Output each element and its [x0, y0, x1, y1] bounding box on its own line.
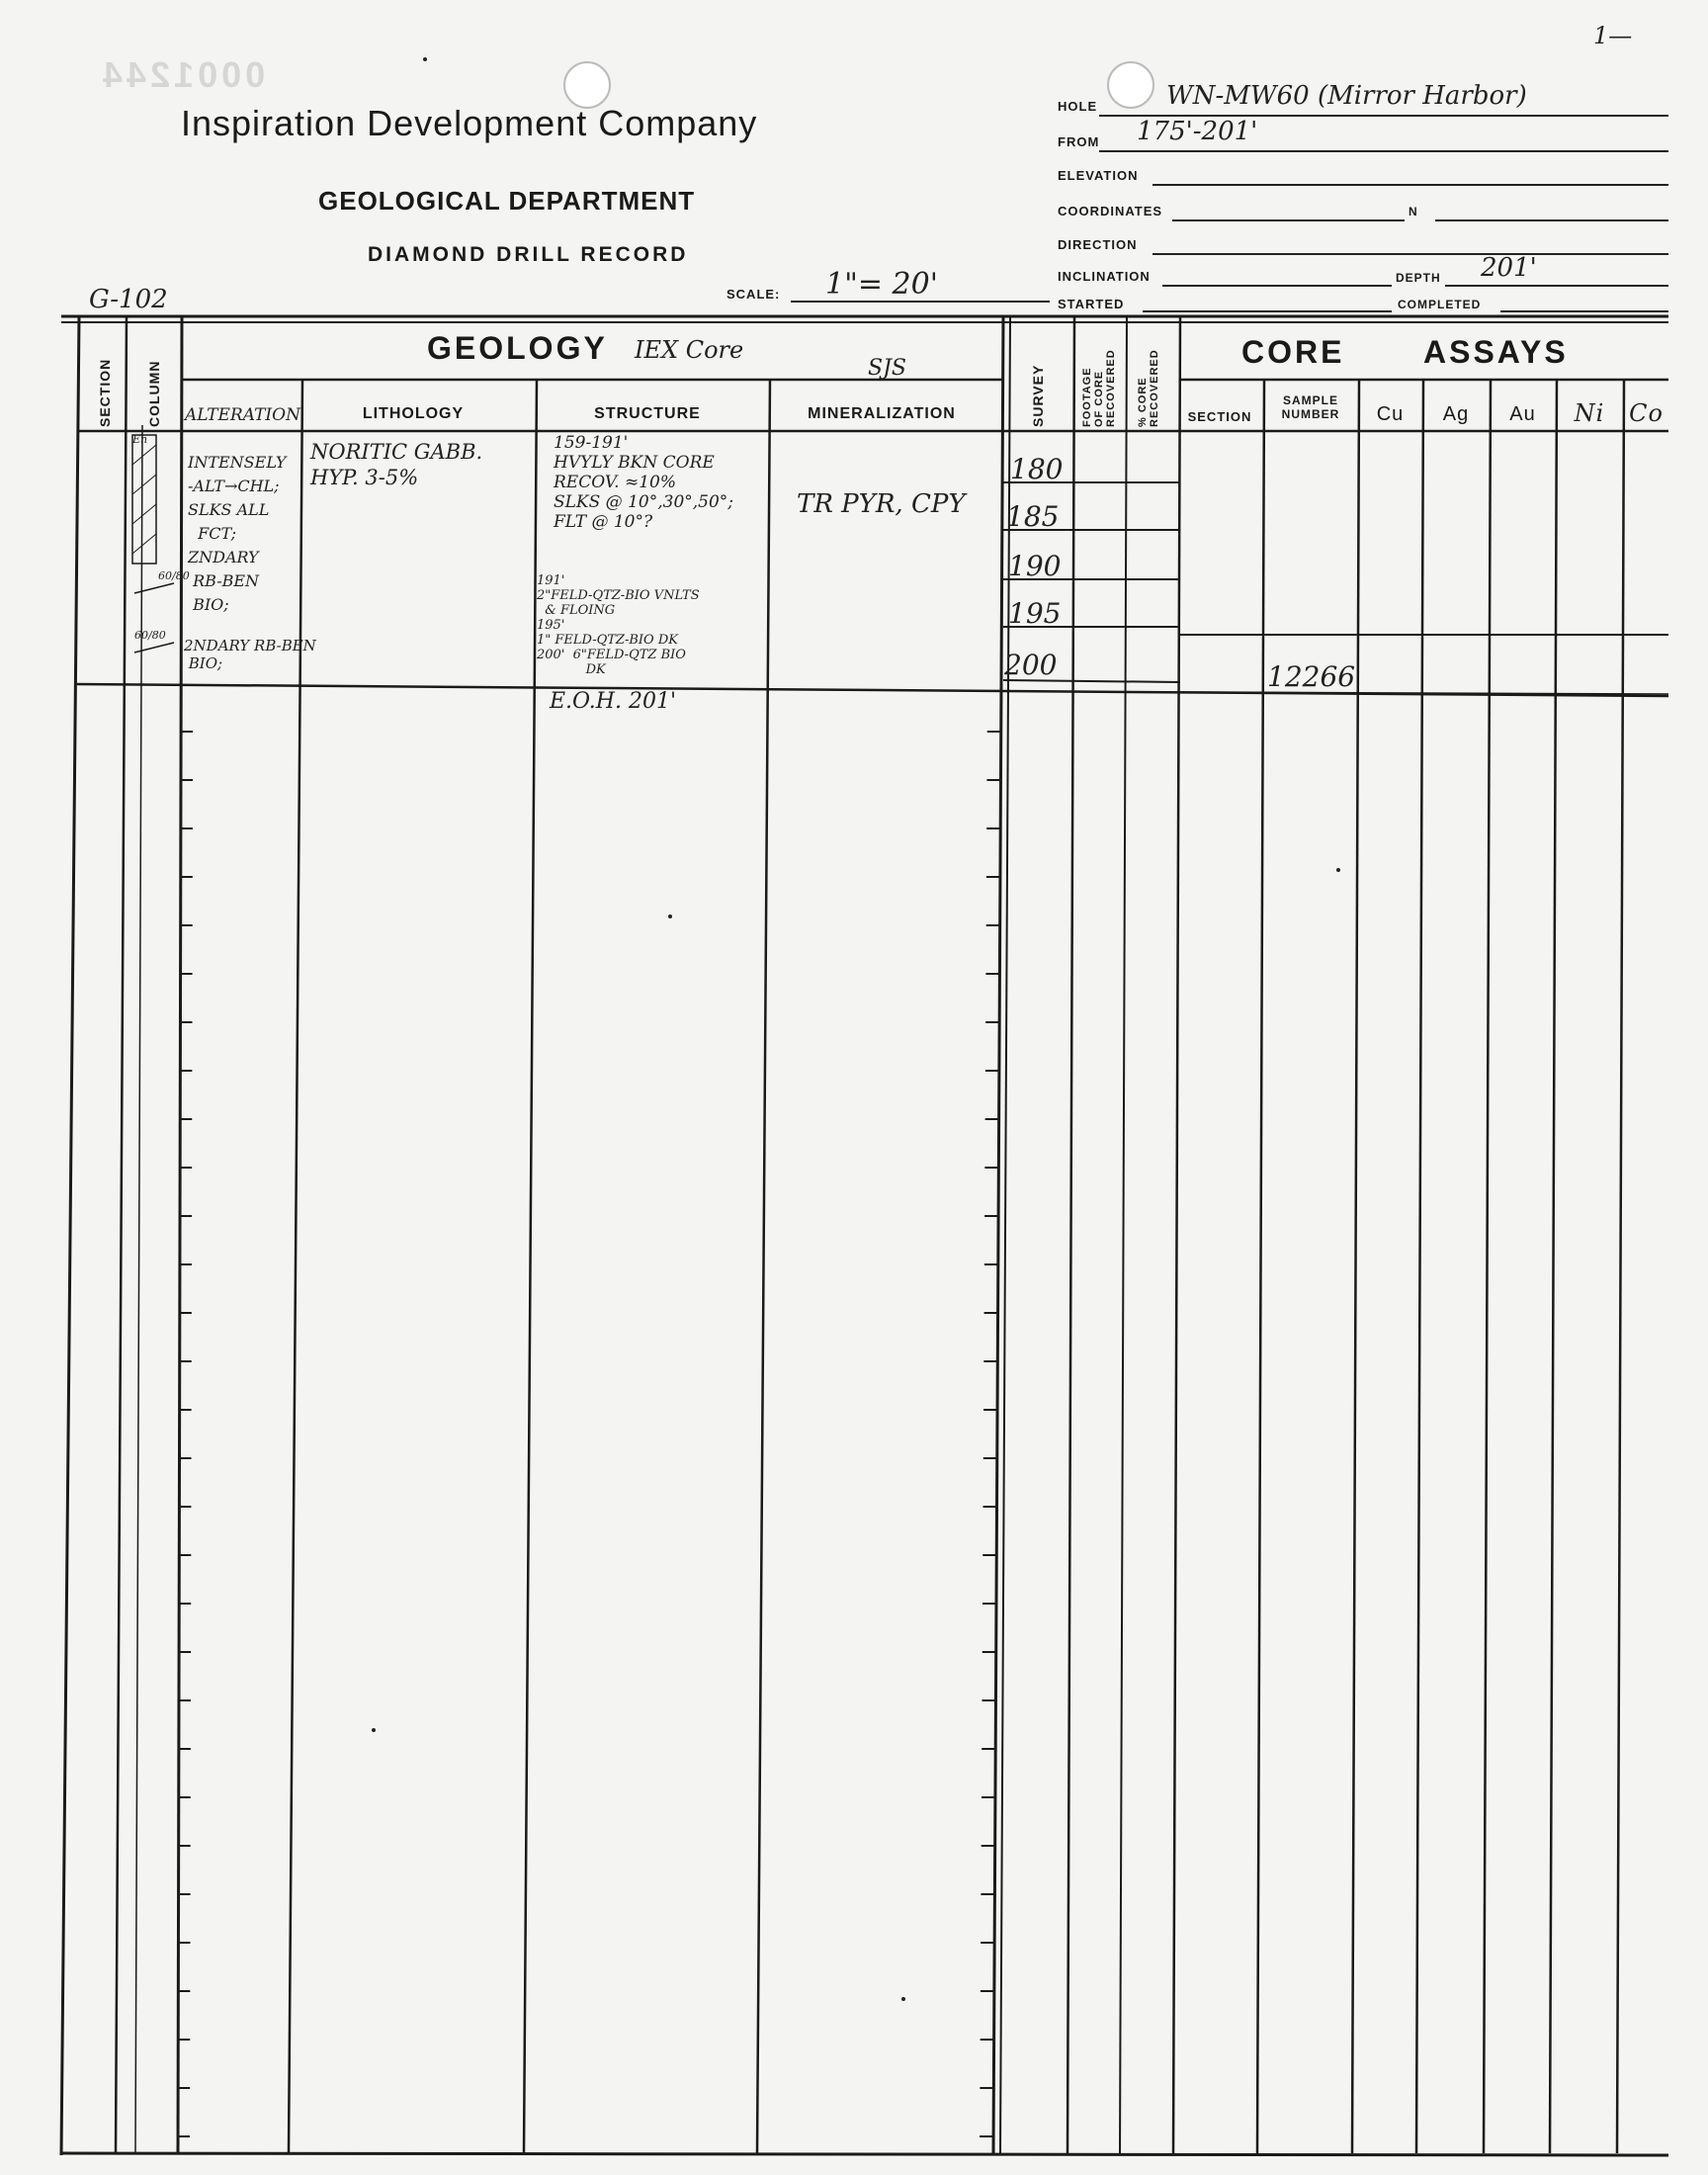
- inclination-label: INCLINATION: [1058, 269, 1151, 284]
- structure-entry: 159-191' HVYLY BKN CORE RECOV. ≈10% SLKS @ 10°,30°,50°; FLT @ 10°?: [554, 433, 734, 532]
- column-mark: 60/80: [134, 629, 166, 642]
- end-of-hole: E.O.H. 201': [550, 689, 677, 714]
- from-value: 175'-201': [1137, 117, 1258, 146]
- assays-title: ASSAYS: [1423, 334, 1569, 370]
- structure-header: STRUCTURE: [594, 405, 701, 422]
- lithology-header: LITHOLOGY: [362, 405, 465, 422]
- from-label: FROM: [1058, 134, 1100, 149]
- ni-header: Ni: [1574, 399, 1605, 427]
- paper-speck: [1336, 868, 1340, 872]
- department-title: GEOLOGICAL DEPARTMENT: [318, 186, 696, 216]
- sample-number-value: 12266: [1267, 660, 1356, 693]
- survey-header: SURVEY: [1030, 364, 1046, 427]
- bleed-through-stamp: 0001244: [99, 54, 266, 95]
- completed-label: COMPLETED: [1398, 298, 1482, 311]
- paper-speck: [423, 57, 427, 61]
- mineralization-header: MINERALIZATION: [808, 405, 956, 422]
- sample-number-header: SAMPLE NUMBER: [1281, 393, 1340, 421]
- started-label: STARTED: [1058, 297, 1125, 311]
- scale-value: 1"= 20': [825, 267, 938, 302]
- survey-depth: 190: [1008, 550, 1062, 582]
- mineralization-entry: TR PYR, CPY: [797, 489, 966, 519]
- core-title: CORE: [1241, 334, 1345, 370]
- geology-title: GEOLOGY: [427, 330, 608, 366]
- corner-mark: 1—: [1593, 22, 1633, 49]
- depth-label: DEPTH: [1396, 271, 1441, 285]
- survey-depth: 195: [1008, 597, 1062, 630]
- footage-header: FOOTAGE OF CORE RECOVERED: [1081, 349, 1117, 427]
- column-header: COLUMN: [146, 360, 162, 427]
- hole-label: HOLE: [1058, 99, 1098, 114]
- geologist-initials: SJS: [868, 356, 906, 381]
- hole-value: WN-MW60 (Mirror Harbor): [1166, 81, 1527, 111]
- coordinates-label: COORDINATES: [1058, 204, 1163, 218]
- column-mark: En: [132, 433, 148, 446]
- elevation-label: ELEVATION: [1058, 168, 1139, 183]
- lithology-entry: NORITIC GABB. HYP. 3-5%: [310, 440, 483, 489]
- record-title: DIAMOND DRILL RECORD: [368, 243, 689, 266]
- au-header: Au: [1509, 403, 1536, 425]
- survey-depth: 180: [1010, 453, 1064, 485]
- alteration-entry-2: 2NDARY RB-BEN BIO;: [184, 637, 316, 672]
- section-header: SECTION: [97, 358, 113, 427]
- form-id: G-102: [89, 285, 168, 314]
- geology-note: IEX Core: [635, 336, 744, 364]
- survey-depth: 200: [1004, 649, 1058, 681]
- structure-entry-2: 191' 2"FELD-QTZ-BIO VNLTS & FLOING 195' 1" FELD-QTZ-BIO DK 200' 6"FELD-QTZ BIO DK: [537, 573, 700, 677]
- pct-core-header: % CORE RECOVERED: [1137, 349, 1160, 427]
- cu-header: Cu: [1376, 403, 1405, 425]
- co-header: Co: [1629, 399, 1664, 427]
- ag-header: Ag: [1442, 403, 1470, 425]
- alteration-header: ALTERATION: [185, 405, 300, 425]
- survey-depth: 185: [1006, 500, 1060, 533]
- paper-speck: [668, 914, 672, 918]
- company-name: Inspiration Development Company: [181, 103, 758, 143]
- n-label: N: [1409, 205, 1418, 218]
- scale-label: SCALE:: [726, 287, 781, 302]
- alteration-entry: INTENSELY -ALT→CHL; SLKS ALL FCT; ZNDARY RB-BEN BIO;: [188, 453, 287, 614]
- paper-speck: [372, 1728, 376, 1732]
- paper-speck: [901, 1997, 905, 2001]
- column-mark: 60/80: [158, 569, 190, 582]
- depth-value: 201': [1481, 253, 1537, 283]
- direction-label: DIRECTION: [1058, 237, 1138, 252]
- assay-section-header: SECTION: [1187, 409, 1252, 424]
